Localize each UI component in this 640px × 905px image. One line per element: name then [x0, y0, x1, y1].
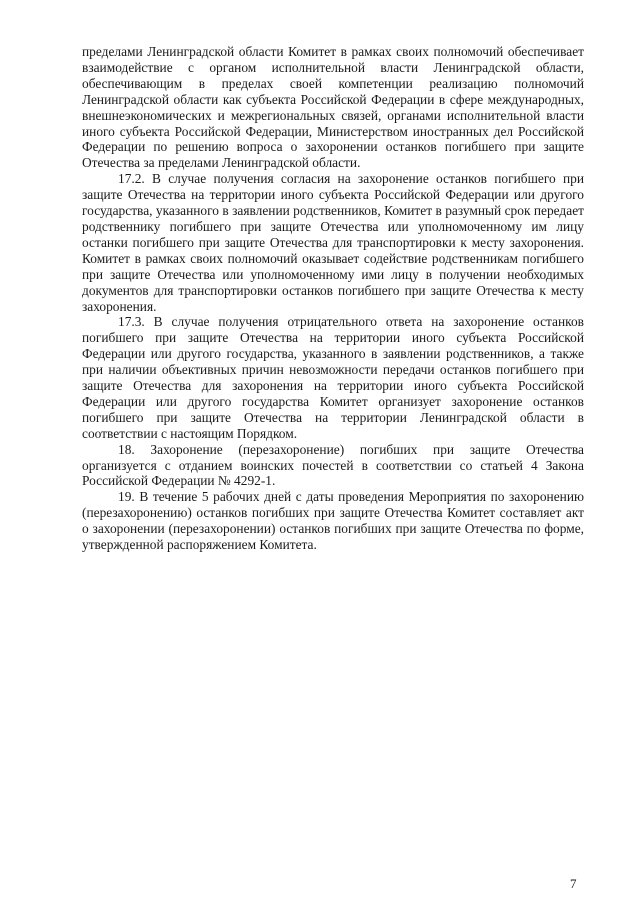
paragraph-continuation: пределами Ленинградской области Комитет в рамках своих полномочий обеспечивает взаимодействие с органом исполнительной власти Ленинградской области, обеспечивающим в пределах своей компетенции реализацию полномочий Ленинградской области как субъекта Российской Федерации в сфере международных, внешнеэкономических и межрегиональных связей, органами исполнительной власти иного субъекта Российской Федерации, Министерством иностранных дел Российской Федерации по решению вопроса о захоронении останков погибшего при защите Отечества за пределами Ленинградской области. [82, 44, 584, 171]
paragraph-17-3: 17.3. В случае получения отрицательного ответа на захоронение останков погибшего при защите Отечества на территории иного субъекта Российской Федерации или другого государства, указанного в заявлении родственников, а также при наличии объективных причин невозможности передачи останков погибшего при защите Отечества для захоронения на территории иного субъекта Российской Федерации или другого государства Комитет организует захоронение останков погибшего при защите Отечества на территории Ленинградской области в соответствии с настоящим Порядком. [82, 314, 584, 441]
paragraph-18: 18. Захоронение (перезахоронение) погибших при защите Отечества организуется с отданием воинских почестей в соответствии со статьей 4 Закона Российской Федерации № 4292-1. [82, 441, 584, 489]
document-body [82, 44, 584, 553]
page-number: 7 [570, 876, 577, 891]
paragraph-17-2: 17.2. В случае получения согласия на захоронение останков погибшего при защите Отечества на территории иного субъекта Российской Федерации или другого государства, указанного в заявлении родственников, Комитет в разумный срок передает родственнику погибшего при защите Отечества или уполномоченному им лицу останки погибшего при защите Отечества для транспортировки к месту захоронения. Комитет в рамках своих полномочий оказывает содействие родственникам погибшего при защите Отечества или уполномоченному ими лицу в получении необходимых документов для транспортировки останков погибшего при защите Отечества к месту захоронения. [82, 171, 584, 314]
paragraph-19: 19. В течение 5 рабочих дней с даты проведения Мероприятия по захоронению (перезахоронению) останков погибших при защите Отечества Комитет составляет акт о захоронении (перезахоронении) останков погибших при защите Отечества по форме, утвержденной распоряжением Комитета. [82, 489, 584, 553]
